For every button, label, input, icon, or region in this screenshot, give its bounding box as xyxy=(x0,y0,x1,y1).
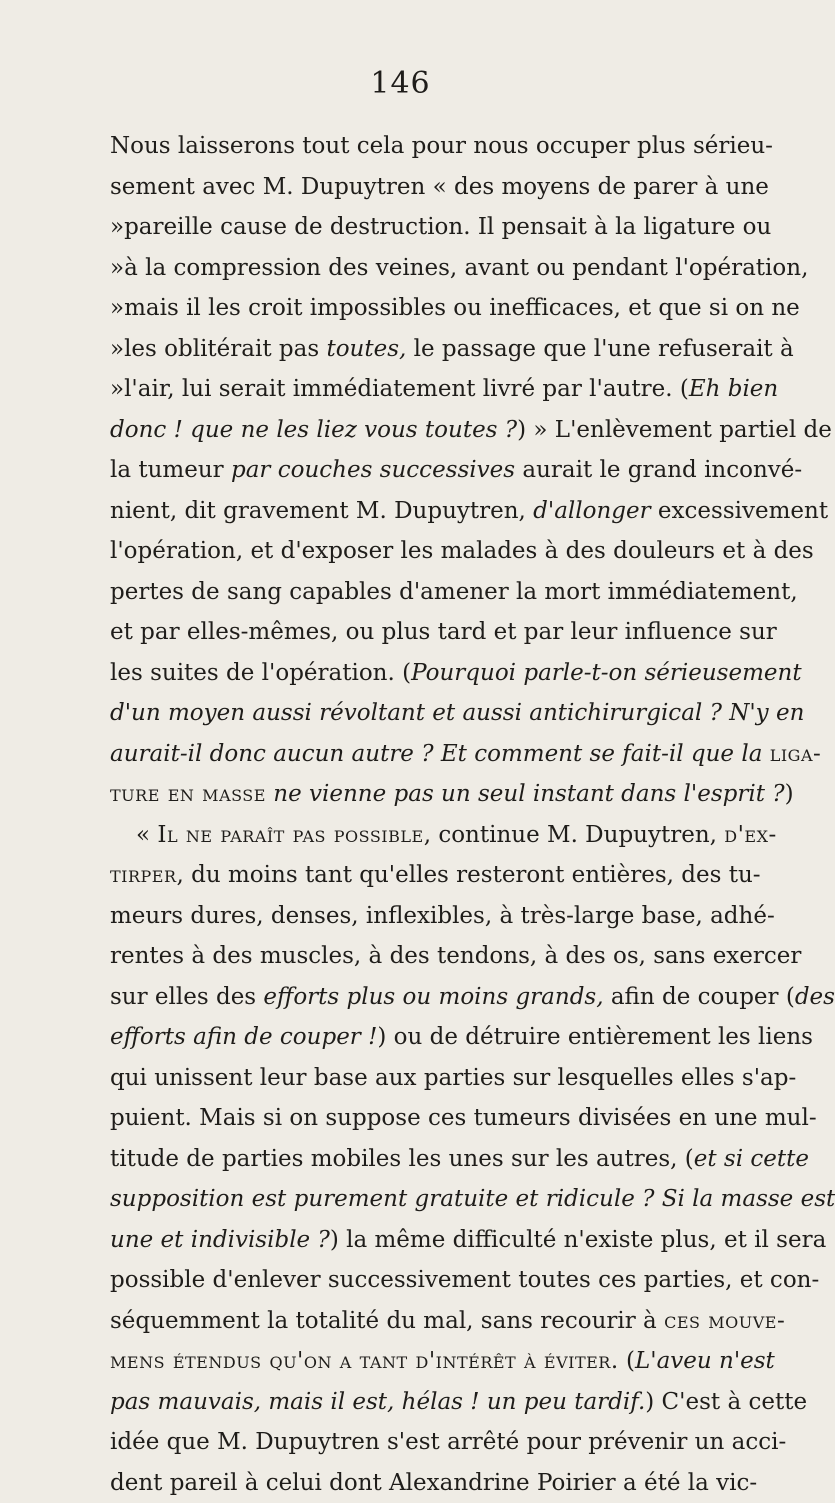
text-run: l'opération, et d'exposer les malades à des douleurs et à des xyxy=(110,538,814,564)
text-run: possible d'enlever successivement toutes ces parties, et con- xyxy=(110,1267,819,1293)
text-run: puient. Mais si on suppose ces tumeurs divisées en une mul- xyxy=(110,1105,817,1131)
text-run: les suites de l'opération. ( xyxy=(110,660,411,686)
small-caps-run: ces mouve- xyxy=(664,1308,785,1334)
text-line xyxy=(110,531,755,572)
italic-run: ne vienne pas un seul instant dans l'esprit ? xyxy=(266,781,785,807)
text-line xyxy=(110,207,755,248)
text-line xyxy=(110,369,755,410)
text-run: »à la compression des veines, avant ou pendant l'opération, xyxy=(110,255,808,281)
text-run: ) C'est à cette xyxy=(645,1389,807,1415)
text-line xyxy=(110,1382,755,1423)
text-line xyxy=(110,1301,755,1342)
text-line xyxy=(110,1260,755,1301)
italic-run: toutes, xyxy=(326,336,406,362)
text-run: nient, dit gravement M. Dupuytren, xyxy=(110,498,533,524)
small-caps-run: tirper xyxy=(110,862,177,888)
text-run: afin de couper ( xyxy=(604,984,795,1010)
text-line xyxy=(110,1098,755,1139)
italic-run: efforts afin de couper ! xyxy=(110,1024,377,1050)
italic-run: supposition est purement gratuite et ridicule ? Si la masse est xyxy=(110,1186,835,1212)
small-caps-run: liga- xyxy=(770,741,822,767)
text-line xyxy=(110,1179,755,1220)
italic-run: Eh bien xyxy=(689,376,778,402)
text-run: sement avec M. Dupuytren « des moyens de parer à une xyxy=(110,174,769,200)
text-line xyxy=(110,936,755,977)
text-run: »mais il les croit impossibles ou inefficaces, et que si on ne xyxy=(110,295,800,321)
text-run: « xyxy=(136,822,157,848)
text-line xyxy=(110,248,755,289)
italic-run: et si cette xyxy=(694,1146,809,1172)
text-line xyxy=(110,1422,755,1463)
italic-run: des xyxy=(795,984,835,1010)
text-line xyxy=(110,977,755,1018)
text-line xyxy=(110,1341,755,1382)
text-line xyxy=(110,126,755,167)
text-line xyxy=(110,693,755,734)
text-run: excessivement xyxy=(651,498,828,524)
text-run: dent pareil à celui dont Alexandrine Poirier a été la vic- xyxy=(110,1470,757,1496)
text-run: ) ou de détruire entièrement les liens xyxy=(377,1024,813,1050)
text-run: meurs dures, denses, inflexibles, à très-large base, adhé- xyxy=(110,903,775,929)
text-line xyxy=(110,855,755,896)
text-run: ) xyxy=(785,781,794,807)
text-run: ) » L'enlèvement partiel de xyxy=(517,417,832,443)
text-line xyxy=(110,450,755,491)
text-run: titude de parties mobiles les unes sur les autres, ( xyxy=(110,1146,694,1172)
text-run: »l'air, lui serait immédiatement livré par l'autre. ( xyxy=(110,376,689,402)
text-line xyxy=(110,167,755,208)
text-run: rentes à des muscles, à des tendons, à des os, sans exercer xyxy=(110,943,801,969)
text-line xyxy=(110,1220,755,1261)
text-line xyxy=(110,815,755,856)
text-line xyxy=(110,1139,755,1180)
italic-run: d'allonger xyxy=(533,498,650,524)
text-line xyxy=(110,572,755,613)
italic-run: donc ! que ne les liez vous toutes ? xyxy=(110,417,517,443)
text-line xyxy=(110,612,755,653)
italic-run: aurait-il donc aucun autre ? Et comment se fait-il que la xyxy=(110,741,770,767)
italic-run: d'un moyen aussi révoltant et aussi antichirurgical ? N'y en xyxy=(110,700,804,726)
page-number: 146 xyxy=(0,66,801,101)
small-caps-run: d'ex- xyxy=(724,822,777,848)
text-line xyxy=(110,774,755,815)
italic-run: une et indivisible ? xyxy=(110,1227,330,1253)
italic-run: efforts plus ou moins grands, xyxy=(263,984,603,1010)
italic-run: pas mauvais, mais il est, hélas ! un peu tardif. xyxy=(110,1389,645,1415)
text-run: qui unissent leur base aux parties sur lesquelles elles s'ap- xyxy=(110,1065,796,1091)
text-run: aurait le grand inconvé- xyxy=(515,457,802,483)
italic-run: L'aveu n'est xyxy=(635,1348,775,1374)
text-run: , du moins tant qu'elles resteront entières, des tu- xyxy=(177,862,761,888)
text-run: idée que M. Dupuytren s'est arrêté pour prévenir un acci- xyxy=(110,1429,786,1455)
text-run: »les oblitérait pas xyxy=(110,336,326,362)
small-caps-run: ture en masse xyxy=(110,781,266,807)
text-run: ( xyxy=(619,1348,635,1374)
italic-run: par couches successives xyxy=(231,457,515,483)
small-caps-run: mens étendus qu'on a tant d'intérêt à éviter. xyxy=(110,1348,619,1374)
text-line xyxy=(110,329,755,370)
italic-run: Pourquoi parle-t-on sérieusement xyxy=(411,660,801,686)
text-line xyxy=(110,653,755,694)
text-run: et par elles-mêmes, ou plus tard et par leur influence sur xyxy=(110,619,777,645)
text-run: sur elles des xyxy=(110,984,263,1010)
text-run: Nous laisserons tout cela pour nous occuper plus sérieu- xyxy=(110,133,773,159)
text-line xyxy=(110,288,755,329)
text-run: pertes de sang capables d'amener la mort immédiatement, xyxy=(110,579,798,605)
text-run: ) la même difficulté n'existe plus, et il sera xyxy=(330,1227,826,1253)
body-text xyxy=(110,126,755,1503)
text-line xyxy=(110,896,755,937)
text-line xyxy=(110,1463,755,1503)
text-run: la tumeur xyxy=(110,457,231,483)
text-run: séquemment la totalité du mal, sans recourir à xyxy=(110,1308,664,1334)
text-line xyxy=(110,1017,755,1058)
text-line xyxy=(110,734,755,775)
small-caps-run: Il ne paraît pas possible xyxy=(157,822,423,848)
text-run: le passage que l'une refuserait à xyxy=(406,336,793,362)
text-run: »pareille cause de destruction. Il pensait à la ligature ou xyxy=(110,214,771,240)
text-run: , continue M. Dupuytren, xyxy=(424,822,725,848)
text-line xyxy=(110,491,755,532)
text-line xyxy=(110,1058,755,1099)
text-line xyxy=(110,410,755,451)
